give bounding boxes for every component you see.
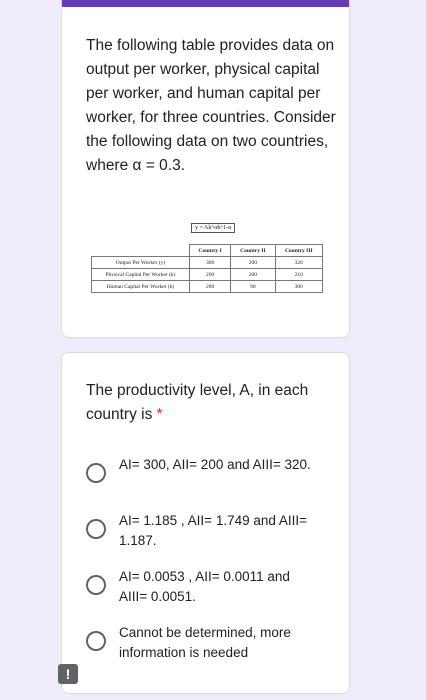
question-card bbox=[61, 352, 350, 694]
table-row bbox=[92, 281, 323, 293]
table-cell: 200 bbox=[231, 269, 275, 281]
question-text: The productivity level, A, in each country is bbox=[86, 382, 309, 423]
table-header-cell: Country I bbox=[190, 245, 231, 257]
table-cell: 300 bbox=[190, 257, 231, 269]
accent-bar bbox=[62, 0, 349, 7]
table-cell: 90 bbox=[231, 281, 275, 293]
table-row bbox=[92, 269, 323, 281]
table-cell: 280 bbox=[190, 281, 231, 293]
table-header-cell: Country II bbox=[231, 245, 275, 257]
radio-button[interactable] bbox=[86, 631, 106, 651]
data-table bbox=[91, 244, 323, 293]
option-label[interactable]: Cannot be determined, more information is needed bbox=[119, 625, 291, 660]
table-corner-cell bbox=[92, 245, 190, 257]
radio-button[interactable] bbox=[86, 463, 106, 483]
table-cell: 200 bbox=[231, 257, 275, 269]
table-cell: 320 bbox=[275, 257, 322, 269]
radio-button[interactable] bbox=[86, 575, 106, 595]
table-header-cell: Country III bbox=[275, 245, 322, 257]
table-header-row bbox=[92, 245, 323, 257]
description-card bbox=[61, 0, 350, 338]
table-cell: 200 bbox=[190, 269, 231, 281]
option-label[interactable]: AI= 300, AII= 200 and AIII= 320. bbox=[119, 457, 311, 472]
report-issue-button[interactable]: ! bbox=[58, 664, 78, 684]
table-row bbox=[92, 257, 323, 269]
table-cell: 210 bbox=[275, 269, 322, 281]
question-title bbox=[86, 379, 336, 427]
option-label[interactable]: AI= 1.185 , AII= 1.749 and AIII= 1.187. bbox=[119, 513, 308, 548]
intro-text: The following table provides data on output per worker, physical capital per worker, and human capital per worker, for three countries. Consider the following data on two countries, where α = 0.3. bbox=[86, 37, 336, 174]
formula-image: y = Ak^αh^1-α bbox=[191, 223, 235, 233]
table-cell: 300 bbox=[275, 281, 322, 293]
radio-button[interactable] bbox=[86, 519, 106, 539]
table-row-label: Physical Capital Per Worker (k) bbox=[92, 269, 190, 281]
table-row-label: Human Capital Per Worker (h) bbox=[92, 281, 190, 293]
required-asterisk: * bbox=[156, 406, 163, 423]
option-label[interactable]: AI= 0.0053 , AII= 0.0011 and AIII= 0.0051. bbox=[119, 569, 290, 604]
table-row-label: Output Per Worker (y) bbox=[92, 257, 190, 269]
